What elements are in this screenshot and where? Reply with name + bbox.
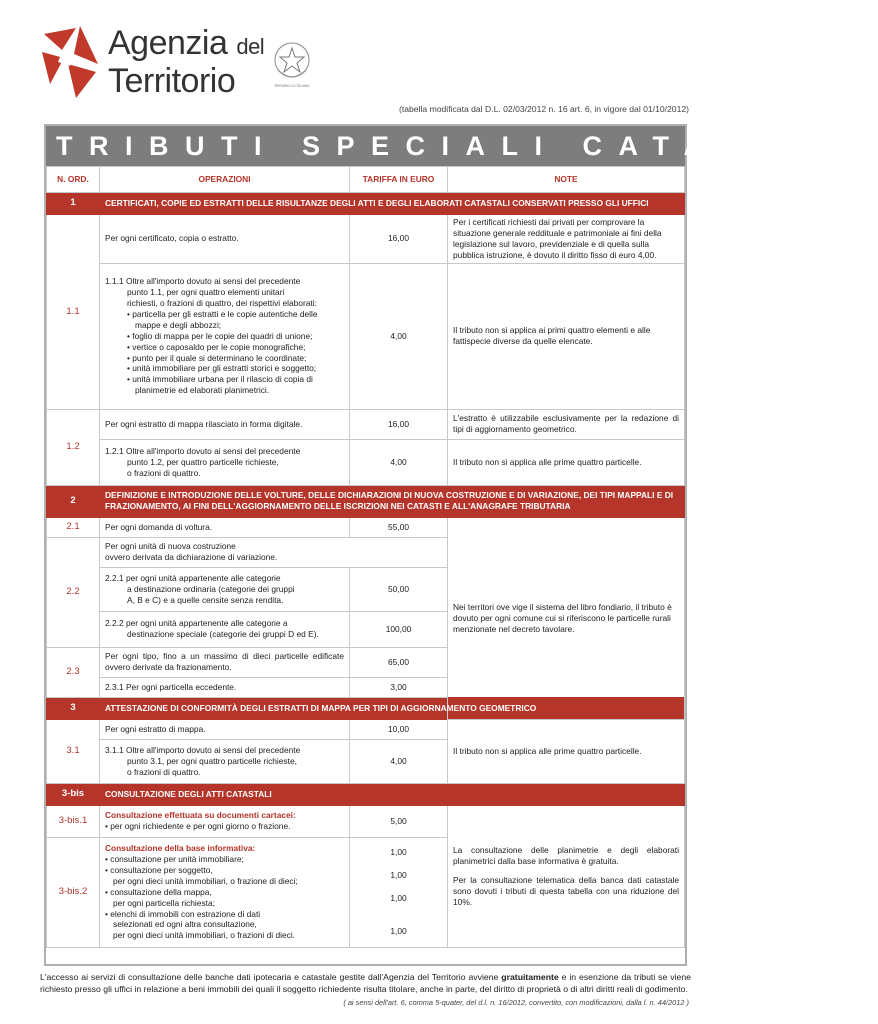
note-paragraph: La consultazione delle planimetrie e degli elaborati planimetrici dalla base informativa è gratuita. [453,844,679,866]
table-row [47,805,685,837]
operation-line: a destinazione ordinaria (categorie dei gruppi [127,583,295,594]
footer-source: ( ai sensi dell'art. 6, comma 5-quater, del d.l. n. 16/2012, convertito, con modificazioni, dalla l. n. 44/2012 ) [343,998,689,1007]
list-item: • unità immobiliare urbana per il rilascio di copia di planimetrie ed elaborati planimetrici. [127,374,313,396]
footer-text-1: L'accesso ai servizi di consultazione delle banche dati ipotecaria e catastale gestite dall'Agenzia del Territorio avviene [40,972,502,982]
list-item: • consultazione per soggetto, [105,864,213,875]
table-row [47,439,685,485]
row-number: 2.3 [47,647,100,697]
row-number: 3.1 [47,719,100,783]
tariff-cell: 100,00 [350,611,448,647]
table-row [47,409,685,439]
operation-title: Consultazione della base informativa: [105,843,256,854]
footer-note [40,972,691,995]
tributi-table-frame [44,124,878,966]
section-title: DEFINIZIONE E INTRODUZIONE DELLE VOLTURE, DELLE DICHIARAZIONI DI NUOVA COSTRUZIONE E DI VARIAZIONE, DEI TIPI MAPPALI E DI FRAZIONAMENTO, AI FINI DELL'AGGIORNAMENTO DELLE ISCRIZIONI NEI CATASTI E ALL'ANAGRAFE TRIBUTARIA [100,485,685,517]
tariff-cell: 3,00 [350,677,448,697]
row-number: 3-bis.2 [47,837,100,947]
operation-cell [100,837,350,947]
footer-bold: gratuitamente [501,972,559,982]
row-number: 2.1 [47,517,100,537]
row-number: 2.2 [47,537,100,647]
section-row-3 [47,697,685,719]
section-number: 3-bis [47,783,100,805]
footer-text-2: e in esenzione da tributi se viene richiesto presso gli uffici in relazione a beni immobili dei quali il soggetto richiedente risulta titolare, anche in parte, del diritto di proprietà o di altri diritti reali di godimento. [40,972,691,994]
tariff-value: 1,00 [390,847,407,858]
list-item: per ogni dieci unità immobiliari, o frazione di dieci; [113,875,298,886]
operation-cell [100,263,350,409]
section-title: CERTIFICATI, COPIE ED ESTRATTI DELLE RISULTANZE DEGLI ATTI E DEGLI ELABORATI CATASTALI CONSERVATI PRESSO GLI UFFICI [100,193,685,215]
list-item: • unità immobiliare per gli estratti storici e soggetto; [127,363,317,374]
table-modification-note: (tabella modificata dal D.L. 02/03/2012 n. 16 art. 6, in vigore dal 01/10/2012) [399,104,689,114]
operation-line: A, B e C) e a quelle censite senza rendita. [127,594,284,605]
operation-line: 1.1.1 Oltre all'importo dovuto ai sensi del precedente [105,276,301,287]
operation-line: 1.2.1 Oltre all'importo dovuto ai sensi del precedente [105,445,301,456]
table-row [47,215,685,264]
note-cell: L'estratto è utilizzabile esclusivamente per la redazione di tipi di aggiornamento geometrico. [448,409,685,439]
list-item: per ogni particella richiesta; [113,897,215,908]
tariff-value: 1,00 [390,926,407,937]
operation-line: punto 3.1, per ogni quattro particelle richieste, [127,755,297,766]
operation-line: 3.1.1 Oltre all'importo dovuto ai sensi del precedente [105,744,301,755]
emblem-text: REPUBBLICA ITALIANA [274,84,310,88]
operation-cell [100,805,350,837]
operation-cell: Per ogni tipo, fino a un massimo di dieci particelle edificate ovvero derivate da frazionamento. [100,647,350,677]
tariff-cell: 10,00 [350,719,448,739]
page-title: TRIBUTI SPECIALI CATASTALI [46,126,685,166]
note-cell: Il tributo non si applica alle prime quattro particelle. [448,439,685,485]
operation-cell: Per ogni certificato, copia o estratto. [100,215,350,264]
tariff-cell: 5,00 [350,805,448,837]
tariff-cell: 4,00 [350,439,448,485]
tariff-cell: 4,00 [350,739,448,783]
section-title: CONSULTAZIONE DEGLI ATTI CATASTALI [100,783,685,805]
tariff-cell: 16,00 [350,409,448,439]
row-number: 1.1 [47,215,100,410]
operation-cell: Per ogni estratto di mappa rilasciato in forma digitale. [100,409,350,439]
col-header-note: NOTE [448,167,685,193]
tariff-cell: 4,00 [350,263,448,409]
operation-line: o frazioni di quattro. [127,766,201,777]
list-item: • elenchi di immobili con estrazione di dati [105,908,261,919]
operation-line: punto 1.1, per ogni quattro elementi unitari [127,287,285,298]
tariff-value: 1,00 [390,870,407,881]
tributi-table [46,166,685,948]
operation-cell [100,567,350,611]
note-cell [448,805,685,947]
table-header-row [47,167,685,193]
logo-line2: Territorio [108,62,236,100]
operation-cell [100,611,350,647]
note-cell: Nei territori ove vige il sistema del libro fondiario, il tributo è dovuto per ogni comune cui si riferiscono le particelle rurali menzionate nel decreto tavolare. [448,517,685,719]
section-row-2 [47,485,685,517]
list-item: • vertice o caposaldo per le copie monografiche; [127,341,306,352]
logo-wordmark [108,26,264,98]
tariff-cell: 16,00 [350,215,448,264]
section-number: 3 [47,697,100,719]
section-row-3bis [47,783,685,805]
section-number: 1 [47,193,100,215]
operation-cell: 2.3.1 Per ogni particella eccedente. [100,677,350,697]
agenzia-logo-icon [40,24,100,100]
operation-cell [100,739,350,783]
operation-line: Per ogni unità di nuova costruzione [105,541,236,552]
operation-cell [100,439,350,485]
col-header-nord: N. ORD. [47,167,100,193]
list-item: • consultazione per unità immobiliare; [105,853,244,864]
row-number: 3-bis.1 [47,805,100,837]
note-cell: Il tributo non si applica alle prime quattro particelle. [448,719,685,783]
tariff-value: 1,00 [390,893,407,904]
operation-line: ovvero derivata da dichiarazione di variazione. [105,552,278,563]
list-item: • per ogni richiedente e per ogni giorno o frazione. [105,821,291,832]
logo-line1-small: del [236,34,265,59]
tariff-cell: 50,00 [350,567,448,611]
table-row [47,517,685,537]
operation-line: 2.2.2 per ogni unità appartenente alle categorie a [105,618,288,629]
operation-line: punto 1.2, per quattro particelle richieste, [127,456,279,467]
logo-line1: Agenzia [108,24,228,62]
section-title: ATTESTAZIONE DI CONFORMITÀ DEGLI ESTRATTI DI MAPPA PER TIPI DI AGGIORNAMENTO GEOMETRICO [100,697,685,719]
note-paragraph: Per la consultazione telematica della banca dati catastale sono dovuti i tributi di questa tabella con una riduzione del 10%. [453,874,679,907]
operation-line: richiesti, o frazioni di quattro, dei rispettivi elaborati: [127,297,317,308]
operation-cell: Per ogni estratto di mappa. [100,719,350,739]
operation-line: o frazioni di quattro. [127,467,201,478]
tariff-cell: 65,00 [350,647,448,677]
row-number: 1.2 [47,409,100,485]
tariff-cell [350,837,448,947]
operation-cell: Per ogni domanda di voltura. [100,517,350,537]
section-row-1 [47,193,685,215]
list-item: selezionati ed ogni altra consultazione, [113,919,257,930]
table-row [47,263,685,409]
note-cell: Per i certificati richiesti dai privati per comprovare la situazione generale reddituale e patrimoniale ai fini della legislazione sul lavoro, previdenziale e di quella sulla pubblica istruzione, è dovuto il diritto fisso di euro 4,00. [448,215,685,264]
list-item: • particella per gli estratti e le copie autentiche delle mappe e degli abbozzi; [127,308,318,330]
list-item: • punto per il quale si determinano le coordinate; [127,352,307,363]
list-item: • foglio di mappa per le copie dei quadri di unione; [127,330,313,341]
list-item: • consultazione della mappa, [105,886,212,897]
table-row [47,719,685,739]
list-item: per ogni dieci unità immobiliari, o frazioni di dieci. [113,930,296,941]
section-number: 2 [47,485,100,517]
col-header-operazioni: OPERAZIONI [100,167,350,193]
note-cell: Il tributo non si applica ai primi quattro elementi e alle fattispecie diverse da quelle elencate. [448,263,685,409]
operation-line: destinazione speciale (categorie dei gruppi D ed E). [127,629,319,640]
col-header-tariffa: TARIFFA IN EURO [350,167,448,193]
operation-title: Consultazione effettuata su documenti cartacei: [105,810,296,821]
operation-cell [100,537,448,567]
italian-republic-emblem-icon [272,40,312,90]
operation-line: 2.2.1 per ogni unità appartenente alle categorie [105,572,281,583]
tariff-cell: 55,00 [350,517,448,537]
